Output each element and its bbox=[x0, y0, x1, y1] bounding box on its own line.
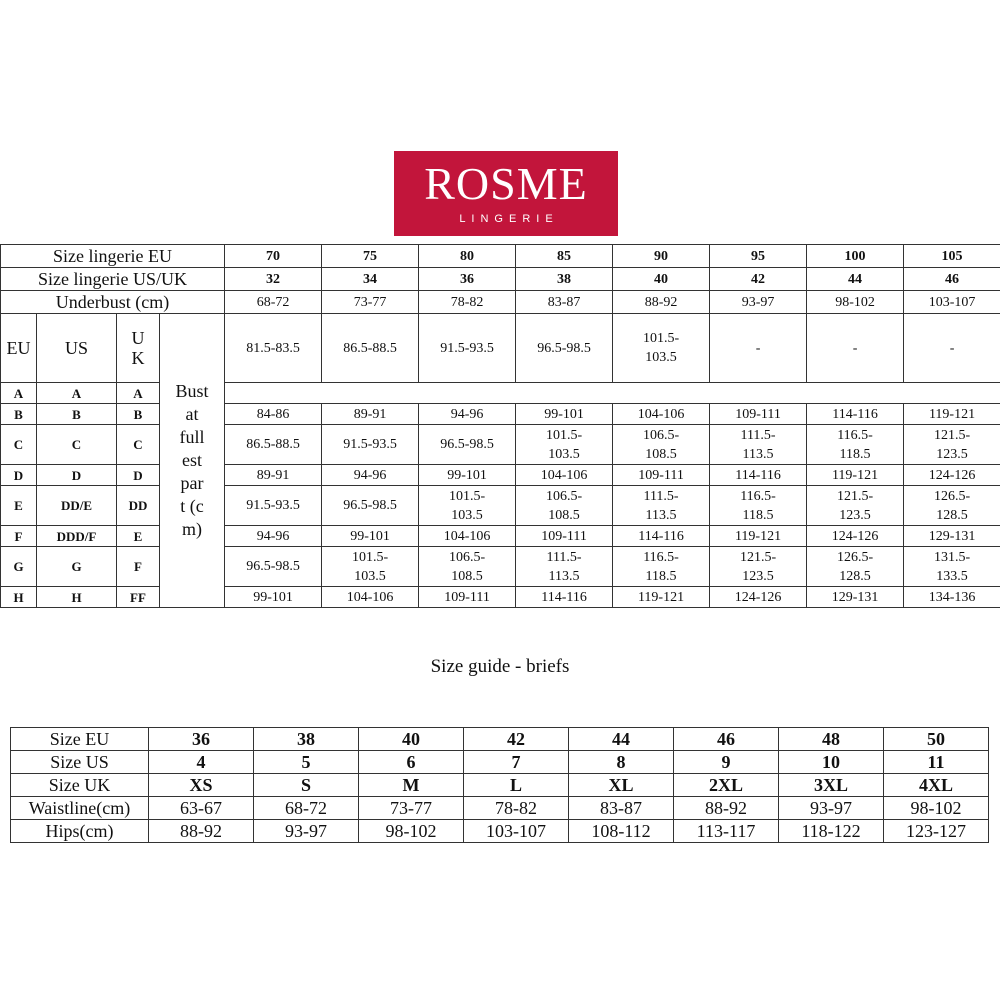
bust-value-cell bbox=[419, 486, 516, 526]
bust-value-cell bbox=[807, 465, 904, 486]
cell-line: 101.5- bbox=[642, 331, 680, 346]
briefs-row bbox=[11, 774, 989, 797]
cup-eu: C bbox=[1, 425, 37, 465]
bust-label bbox=[160, 314, 225, 608]
bust-value-cell bbox=[613, 587, 710, 608]
cell-line: 109-111 bbox=[444, 589, 490, 605]
cell-line: - bbox=[852, 340, 858, 356]
bust-value-cell bbox=[516, 547, 613, 587]
cup-eu: E bbox=[1, 486, 37, 526]
bra-header-row bbox=[1, 245, 1000, 268]
cell-line: t (c bbox=[180, 496, 204, 516]
cup-eu: D bbox=[1, 465, 37, 486]
cell-line: 99-101 bbox=[544, 406, 584, 422]
cell-line: 123.5 bbox=[839, 507, 871, 523]
bra-header-cell: 36 bbox=[419, 268, 516, 291]
cell-line: 111.5- bbox=[643, 488, 679, 504]
rosme-logo bbox=[394, 151, 618, 236]
bust-value-cell bbox=[807, 425, 904, 465]
bust-value-cell bbox=[225, 404, 322, 425]
empty-cell bbox=[225, 383, 1000, 404]
cell-line: 109-111 bbox=[541, 528, 587, 544]
briefs-cell: 5 bbox=[254, 751, 359, 774]
logo-subtitle: LINGERIE bbox=[459, 213, 559, 225]
bra-header-cell: 40 bbox=[613, 268, 710, 291]
bust-value-cell bbox=[419, 404, 516, 425]
cell-line: 126.5- bbox=[836, 549, 874, 565]
bust-value-cell bbox=[322, 465, 419, 486]
cell-line: est bbox=[182, 450, 203, 470]
cell-line: 116.5- bbox=[740, 488, 776, 504]
bra-header-cell: 32 bbox=[225, 268, 322, 291]
cell-line: 116.5- bbox=[837, 427, 873, 443]
bust-value-cell bbox=[710, 486, 807, 526]
bust-value-cell bbox=[516, 486, 613, 526]
briefs-size-table bbox=[10, 727, 989, 843]
cup-header-us: US bbox=[37, 314, 117, 383]
cell-line: 94-96 bbox=[450, 406, 484, 422]
cell-line: 96.5-98.5 bbox=[440, 437, 494, 452]
briefs-row bbox=[11, 820, 989, 843]
cell-line: 96.5-98.5 bbox=[343, 498, 397, 513]
briefs-cell: 50 bbox=[884, 728, 989, 751]
bra-size-table bbox=[0, 244, 1000, 608]
bust-value-cell bbox=[710, 425, 807, 465]
cell-line: 101.5- bbox=[448, 488, 486, 504]
cell-line: 118.5 bbox=[645, 568, 677, 584]
cup-us: B bbox=[37, 404, 117, 425]
cell-line: 104-106 bbox=[637, 406, 685, 422]
bra-header-cell: 95 bbox=[710, 245, 807, 268]
briefs-row-label: Size EU bbox=[11, 728, 149, 751]
briefs-row bbox=[11, 728, 989, 751]
bra-header-cell: 83-87 bbox=[516, 291, 613, 314]
briefs-cell: 46 bbox=[674, 728, 779, 751]
bra-cup-row bbox=[1, 404, 1000, 425]
cell-line: 103.5 bbox=[645, 350, 677, 365]
bra-cup-row bbox=[1, 587, 1000, 608]
cell-line: 101.5- bbox=[545, 427, 583, 443]
cup-us: D bbox=[37, 465, 117, 486]
bust-value-cell bbox=[613, 547, 710, 587]
bra-header-cell: 42 bbox=[710, 268, 807, 291]
bust-value-cell bbox=[613, 526, 710, 547]
bust-value-cell bbox=[419, 314, 516, 383]
cell-line: 108.5 bbox=[548, 507, 580, 523]
briefs-cell: 63-67 bbox=[149, 797, 254, 820]
cell-line: at bbox=[185, 404, 199, 424]
briefs-cell: 88-92 bbox=[149, 820, 254, 843]
bra-header-cell: 68-72 bbox=[225, 291, 322, 314]
briefs-cell: 38 bbox=[254, 728, 359, 751]
briefs-cell: 68-72 bbox=[254, 797, 359, 820]
bust-value-cell bbox=[419, 547, 516, 587]
bust-value-cell bbox=[322, 486, 419, 526]
bra-row-cup-header bbox=[1, 314, 1000, 383]
bust-value-cell bbox=[904, 486, 1000, 526]
bust-value-cell bbox=[516, 404, 613, 425]
cell-line: 123.5 bbox=[742, 568, 774, 584]
briefs-cell: XS bbox=[149, 774, 254, 797]
briefs-cell: 93-97 bbox=[779, 797, 884, 820]
cell-line: 109-111 bbox=[638, 467, 684, 483]
briefs-cell: 8 bbox=[569, 751, 674, 774]
briefs-cell: 113-117 bbox=[674, 820, 779, 843]
bust-value-cell bbox=[710, 587, 807, 608]
briefs-row bbox=[11, 751, 989, 774]
bra-cup-row bbox=[1, 425, 1000, 465]
bra-header-cell: 78-82 bbox=[419, 291, 516, 314]
bust-value-cell bbox=[904, 425, 1000, 465]
briefs-cell: 78-82 bbox=[464, 797, 569, 820]
briefs-title: Size guide - briefs bbox=[430, 656, 570, 677]
cell-line: 126.5- bbox=[933, 488, 971, 504]
bust-value-cell bbox=[613, 404, 710, 425]
bra-header-cell: 93-97 bbox=[710, 291, 807, 314]
bra-row-label: Underbust (cm) bbox=[1, 291, 225, 314]
bra-header-row bbox=[1, 291, 1000, 314]
bust-value-cell bbox=[516, 526, 613, 547]
cell-line: 131.5- bbox=[933, 549, 971, 565]
cell-line: 101.5- bbox=[351, 549, 389, 565]
cell-line: 119-121 bbox=[928, 406, 976, 422]
briefs-cell: 83-87 bbox=[569, 797, 674, 820]
bust-value-cell bbox=[710, 465, 807, 486]
bra-row-label: Size lingerie US/UK bbox=[1, 268, 225, 291]
cell-line: 133.5 bbox=[936, 568, 968, 584]
bust-value-cell bbox=[322, 547, 419, 587]
cup-us: DD/E bbox=[37, 486, 117, 526]
cell-line: 113.5 bbox=[645, 507, 677, 523]
cup-header-uk-line: U bbox=[131, 328, 145, 348]
bra-header-cell: 90 bbox=[613, 245, 710, 268]
briefs-cell: 88-92 bbox=[674, 797, 779, 820]
cell-line: 113.5 bbox=[548, 568, 580, 584]
cup-uk: A bbox=[117, 383, 160, 404]
cell-line: 99-101 bbox=[350, 528, 390, 544]
cell-line: 114-116 bbox=[832, 406, 878, 422]
briefs-cell: 4XL bbox=[884, 774, 989, 797]
cell-line: 114-116 bbox=[638, 528, 684, 544]
briefs-cell: XL bbox=[569, 774, 674, 797]
cell-line: 89-91 bbox=[256, 467, 290, 483]
bra-header-row bbox=[1, 268, 1000, 291]
cell-line: 109-111 bbox=[735, 406, 781, 422]
cell-line: 86.5-88.5 bbox=[343, 340, 397, 356]
bust-value-cell bbox=[225, 526, 322, 547]
briefs-cell: 42 bbox=[464, 728, 569, 751]
briefs-cell: 3XL bbox=[779, 774, 884, 797]
cell-line: 94-96 bbox=[256, 528, 290, 544]
cell-line: 91.5-93.5 bbox=[440, 340, 494, 356]
cell-line: 116.5- bbox=[643, 549, 679, 565]
briefs-cell: 36 bbox=[149, 728, 254, 751]
cell-line: - bbox=[949, 340, 955, 356]
cell-line: 96.5-98.5 bbox=[246, 559, 300, 574]
bra-header-cell: 34 bbox=[322, 268, 419, 291]
bust-value-cell bbox=[807, 486, 904, 526]
briefs-row-label: Size UK bbox=[11, 774, 149, 797]
cell-line: 91.5-93.5 bbox=[343, 437, 397, 452]
cell-line: 81.5-83.5 bbox=[246, 340, 300, 356]
bust-value-cell bbox=[904, 314, 1000, 383]
cell-line: 106.5- bbox=[448, 549, 486, 565]
cup-eu: B bbox=[1, 404, 37, 425]
cup-uk: FF bbox=[117, 587, 160, 608]
cell-line: - bbox=[755, 340, 761, 356]
cell-line: par bbox=[180, 473, 204, 493]
bust-value-cell bbox=[710, 314, 807, 383]
bra-header-cell: 105 bbox=[904, 245, 1000, 268]
bra-header-cell: 103-107 bbox=[904, 291, 1000, 314]
briefs-cell: 4 bbox=[149, 751, 254, 774]
bra-header-cell: 100 bbox=[807, 245, 904, 268]
cup-uk: DD bbox=[117, 486, 160, 526]
bust-value-cell bbox=[225, 547, 322, 587]
bra-cup-row bbox=[1, 547, 1000, 587]
bust-value-cell bbox=[419, 425, 516, 465]
cell-line: m) bbox=[182, 519, 203, 539]
cell-line: 124-126 bbox=[928, 467, 976, 483]
cup-header-eu: EU bbox=[1, 314, 37, 383]
briefs-cell: 2XL bbox=[674, 774, 779, 797]
briefs-cell: 6 bbox=[359, 751, 464, 774]
cell-line: 89-91 bbox=[353, 406, 387, 422]
cup-eu: G bbox=[1, 547, 37, 587]
cell-line: 114-116 bbox=[541, 589, 587, 605]
bra-cup-row bbox=[1, 383, 1000, 404]
briefs-cell: 7 bbox=[464, 751, 569, 774]
cell-line: 129-131 bbox=[928, 528, 976, 544]
cell-line: 128.5 bbox=[936, 507, 968, 523]
bust-value-cell bbox=[419, 465, 516, 486]
bust-value-cell bbox=[710, 404, 807, 425]
bust-value-cell bbox=[904, 465, 1000, 486]
cell-line: 99-101 bbox=[253, 589, 293, 605]
bra-header-cell: 85 bbox=[516, 245, 613, 268]
cell-line: 121.5- bbox=[739, 549, 777, 565]
cup-us: H bbox=[37, 587, 117, 608]
bust-value-cell bbox=[613, 314, 710, 383]
bust-value-cell bbox=[904, 526, 1000, 547]
bust-value-cell bbox=[225, 587, 322, 608]
briefs-cell: 103-107 bbox=[464, 820, 569, 843]
cell-line: 94-96 bbox=[353, 467, 387, 483]
cell-line: 103.5 bbox=[548, 446, 580, 462]
bust-value-cell bbox=[322, 587, 419, 608]
bust-value-cell bbox=[807, 547, 904, 587]
cup-us: C bbox=[37, 425, 117, 465]
briefs-cell: 40 bbox=[359, 728, 464, 751]
cell-line: 103.5 bbox=[354, 568, 386, 584]
bust-value-cell bbox=[419, 526, 516, 547]
bust-value-cell bbox=[322, 425, 419, 465]
bra-header-cell: 80 bbox=[419, 245, 516, 268]
cell-line: 111.5- bbox=[546, 549, 582, 565]
briefs-cell: S bbox=[254, 774, 359, 797]
bust-value-cell bbox=[225, 465, 322, 486]
cell-line: 118.5 bbox=[742, 507, 774, 523]
bra-header-cell: 46 bbox=[904, 268, 1000, 291]
cell-line: 86.5-88.5 bbox=[246, 437, 300, 452]
cup-eu: A bbox=[1, 383, 37, 404]
bust-value-cell bbox=[904, 587, 1000, 608]
bra-header-cell: 38 bbox=[516, 268, 613, 291]
cell-line: 84-86 bbox=[256, 406, 290, 422]
cell-line: 121.5- bbox=[836, 488, 874, 504]
bust-value-cell bbox=[807, 526, 904, 547]
bust-value-cell bbox=[225, 486, 322, 526]
logo-brand: ROSME bbox=[424, 158, 588, 209]
bust-value-cell bbox=[807, 314, 904, 383]
bust-value-cell bbox=[807, 404, 904, 425]
cell-line: 124-126 bbox=[734, 589, 782, 605]
cup-uk: E bbox=[117, 526, 160, 547]
cell-line: 119-121 bbox=[734, 528, 782, 544]
cup-header-uk bbox=[117, 314, 160, 383]
bust-value-cell bbox=[516, 425, 613, 465]
bra-header-cell: 70 bbox=[225, 245, 322, 268]
cup-us: DDD/F bbox=[37, 526, 117, 547]
bra-cup-row bbox=[1, 465, 1000, 486]
bust-value-cell bbox=[904, 547, 1000, 587]
cell-line: 106.5- bbox=[545, 488, 583, 504]
briefs-cell: 44 bbox=[569, 728, 674, 751]
cell-line: 96.5-98.5 bbox=[537, 340, 591, 356]
bust-value-cell bbox=[807, 587, 904, 608]
cell-line: 104-106 bbox=[346, 589, 394, 605]
bust-value-cell bbox=[613, 425, 710, 465]
cell-line: 108.5 bbox=[645, 446, 677, 462]
cell-line: 123.5 bbox=[936, 446, 968, 462]
bust-value-cell bbox=[710, 547, 807, 587]
bust-value-cell bbox=[904, 404, 1000, 425]
briefs-cell: 93-97 bbox=[254, 820, 359, 843]
bust-value-cell bbox=[613, 465, 710, 486]
briefs-row-label: Waistline(cm) bbox=[11, 797, 149, 820]
briefs-cell: 48 bbox=[779, 728, 884, 751]
briefs-cell: L bbox=[464, 774, 569, 797]
cup-header-uk-line: K bbox=[131, 348, 145, 368]
briefs-row-label: Hips(cm) bbox=[11, 820, 149, 843]
cell-line: 106.5- bbox=[642, 427, 680, 443]
cell-line: 129-131 bbox=[831, 589, 879, 605]
cell-line: 91.5-93.5 bbox=[246, 498, 300, 513]
briefs-cell: 118-122 bbox=[779, 820, 884, 843]
bust-value-cell bbox=[419, 587, 516, 608]
briefs-cell: 9 bbox=[674, 751, 779, 774]
cup-us: G bbox=[37, 547, 117, 587]
bust-value-cell bbox=[613, 486, 710, 526]
bust-value-cell bbox=[322, 526, 419, 547]
cup-us: A bbox=[37, 383, 117, 404]
cell-line: 103.5 bbox=[451, 507, 483, 523]
briefs-row bbox=[11, 797, 989, 820]
briefs-cell: 10 bbox=[779, 751, 884, 774]
bra-header-cell: 73-77 bbox=[322, 291, 419, 314]
cell-line: 124-126 bbox=[831, 528, 879, 544]
cup-uk: C bbox=[117, 425, 160, 465]
cup-eu: H bbox=[1, 587, 37, 608]
cell-line: 99-101 bbox=[447, 467, 487, 483]
bra-header-cell: 44 bbox=[807, 268, 904, 291]
briefs-cell: M bbox=[359, 774, 464, 797]
cell-line: 114-116 bbox=[735, 467, 781, 483]
cell-line: 104-106 bbox=[443, 528, 491, 544]
bust-value-cell bbox=[710, 526, 807, 547]
bra-row-label: Size lingerie EU bbox=[1, 245, 225, 268]
cell-line: 104-106 bbox=[540, 467, 588, 483]
briefs-cell: 98-102 bbox=[359, 820, 464, 843]
bust-value-cell bbox=[516, 587, 613, 608]
cup-uk: B bbox=[117, 404, 160, 425]
bust-value-cell bbox=[516, 465, 613, 486]
bust-value-cell bbox=[322, 404, 419, 425]
cup-uk: F bbox=[117, 547, 160, 587]
cell-line: 119-121 bbox=[831, 467, 879, 483]
bra-cup-row bbox=[1, 486, 1000, 526]
cell-line: 128.5 bbox=[839, 568, 871, 584]
cell-line: 111.5- bbox=[740, 427, 776, 443]
briefs-cell: 73-77 bbox=[359, 797, 464, 820]
bust-value-cell bbox=[225, 425, 322, 465]
cell-line: 134-136 bbox=[928, 589, 976, 605]
briefs-cell: 123-127 bbox=[884, 820, 989, 843]
briefs-cell: 108-112 bbox=[569, 820, 674, 843]
bust-value-cell bbox=[516, 314, 613, 383]
cell-line: Bust bbox=[175, 381, 209, 401]
bra-cup-row bbox=[1, 526, 1000, 547]
cell-line: 108.5 bbox=[451, 568, 483, 584]
bra-header-cell: 75 bbox=[322, 245, 419, 268]
cell-line: 119-121 bbox=[637, 589, 685, 605]
bust-value-cell bbox=[322, 314, 419, 383]
briefs-cell: 11 bbox=[884, 751, 989, 774]
cell-line: full bbox=[179, 427, 205, 447]
cell-line: 113.5 bbox=[742, 446, 774, 462]
cup-eu: F bbox=[1, 526, 37, 547]
briefs-cell: 98-102 bbox=[884, 797, 989, 820]
bust-value-cell bbox=[225, 314, 322, 383]
cup-uk: D bbox=[117, 465, 160, 486]
bra-header-cell: 88-92 bbox=[613, 291, 710, 314]
briefs-row-label: Size US bbox=[11, 751, 149, 774]
bra-header-cell: 98-102 bbox=[807, 291, 904, 314]
cell-line: 118.5 bbox=[839, 446, 871, 462]
cell-line: 121.5- bbox=[933, 427, 971, 443]
